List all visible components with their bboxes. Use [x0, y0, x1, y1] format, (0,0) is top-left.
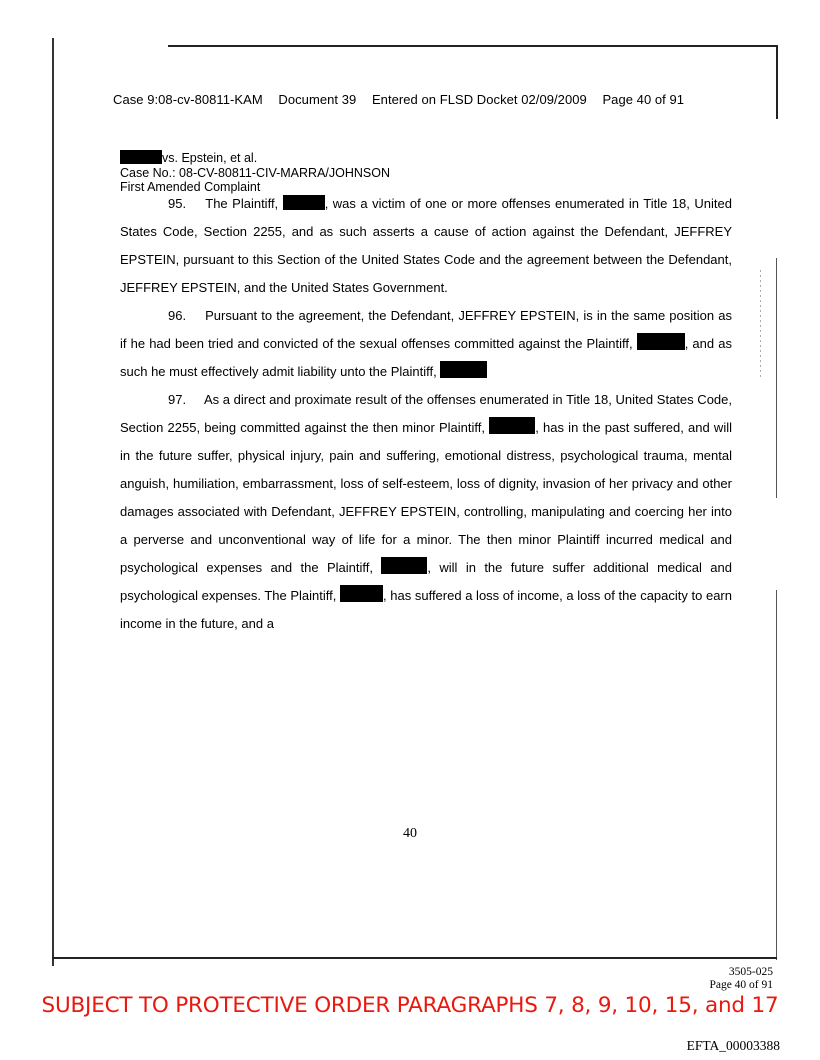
production-stamp — [709, 966, 773, 991]
paragraph-number: 96. — [168, 308, 187, 323]
redaction-box — [120, 150, 162, 164]
protective-order-notice: SUBJECT TO PROTECTIVE ORDER PARAGRAPHS 7, 8, 9, 10, 15, and 17 — [41, 993, 779, 1018]
scan-artifact — [760, 270, 761, 380]
caption-title: First Amended Complaint — [120, 180, 261, 194]
paragraph-number: 97. — [168, 392, 187, 407]
document-number: Document 39 — [278, 92, 357, 107]
redaction-box — [340, 585, 383, 602]
scan-border-right-mid — [776, 258, 777, 498]
docket-entry: Entered on FLSD Docket 02/09/2009 — [371, 92, 587, 107]
redaction-box — [637, 333, 685, 350]
case-number: Case 9:08-cv-80811-KAM — [113, 92, 263, 107]
stamp-line-1: 3505-025 — [728, 966, 773, 978]
redaction-box — [283, 195, 325, 210]
bates-number: EFTA_00003388 — [686, 1038, 780, 1053]
caption-parties: vs. Epstein, et al. — [162, 151, 258, 165]
case-caption — [120, 150, 390, 195]
paragraph-97: 97. As a direct and proximate result of the offenses enumerated in Title 18, United States Code, Section 2255, being committed against the then minor Plaintiff, , has in the past suffered, and will in the future suffer, physical injury, pain and suffering, emotional distress, psychological trauma, mental anguish, humiliation, embarrassment, loss of self-esteem, loss of dignity, invasion of her privacy and other damages associated with Defendant, JEFFREY EPSTEIN, controlling, manipulating and coercing her into a perverse and unconventional way of life for a minor. The then minor Plaintiff incurred medical and psychological expenses and the Plaintiff, , will in the future suffer additional medical and psychological expenses. The Plaintiff, , has suffered a loss of income, a loss of the capacity to earn income in the future, and a — [120, 386, 732, 638]
paragraph-96: 96. Pursuant to the agreement, the Defendant, JEFFREY EPSTEIN, is in the same position as if he had been tried and convicted of the sexual offenses committed against the Plaintiff, , and as such he must effectively admit liability unto the Plaintiff, — [120, 302, 732, 386]
redaction-box — [381, 557, 427, 574]
scan-border-right-bottom — [776, 590, 777, 960]
docket-header — [113, 92, 696, 107]
paragraph-95: 95. The Plaintiff, , was a victim of one or more offenses enumerated in Title 18, United States Code, Section 2255, and as such asserts a cause of action against the Defendant, JEFFREY EPSTEIN, pursuant to this Section of the United States Code and the agreement between the Defendant, JEFFREY EPSTEIN, and the United States Government. — [120, 190, 732, 302]
scan-border-right-top — [776, 45, 778, 119]
page-number: 40 — [403, 826, 417, 841]
complaint-body — [120, 190, 732, 638]
paragraph-number: 95. — [168, 196, 187, 211]
scan-border-bottom — [52, 957, 777, 959]
redaction-box — [440, 361, 487, 378]
stamp-line-2: Page 40 of 91 — [709, 978, 773, 991]
caption-case-no: Case No.: 08-CV-80811-CIV-MARRA/JOHNSON — [120, 165, 390, 180]
scan-border-top — [168, 45, 776, 47]
docket-page: Page 40 of 91 — [602, 92, 685, 107]
redaction-box — [489, 417, 535, 434]
